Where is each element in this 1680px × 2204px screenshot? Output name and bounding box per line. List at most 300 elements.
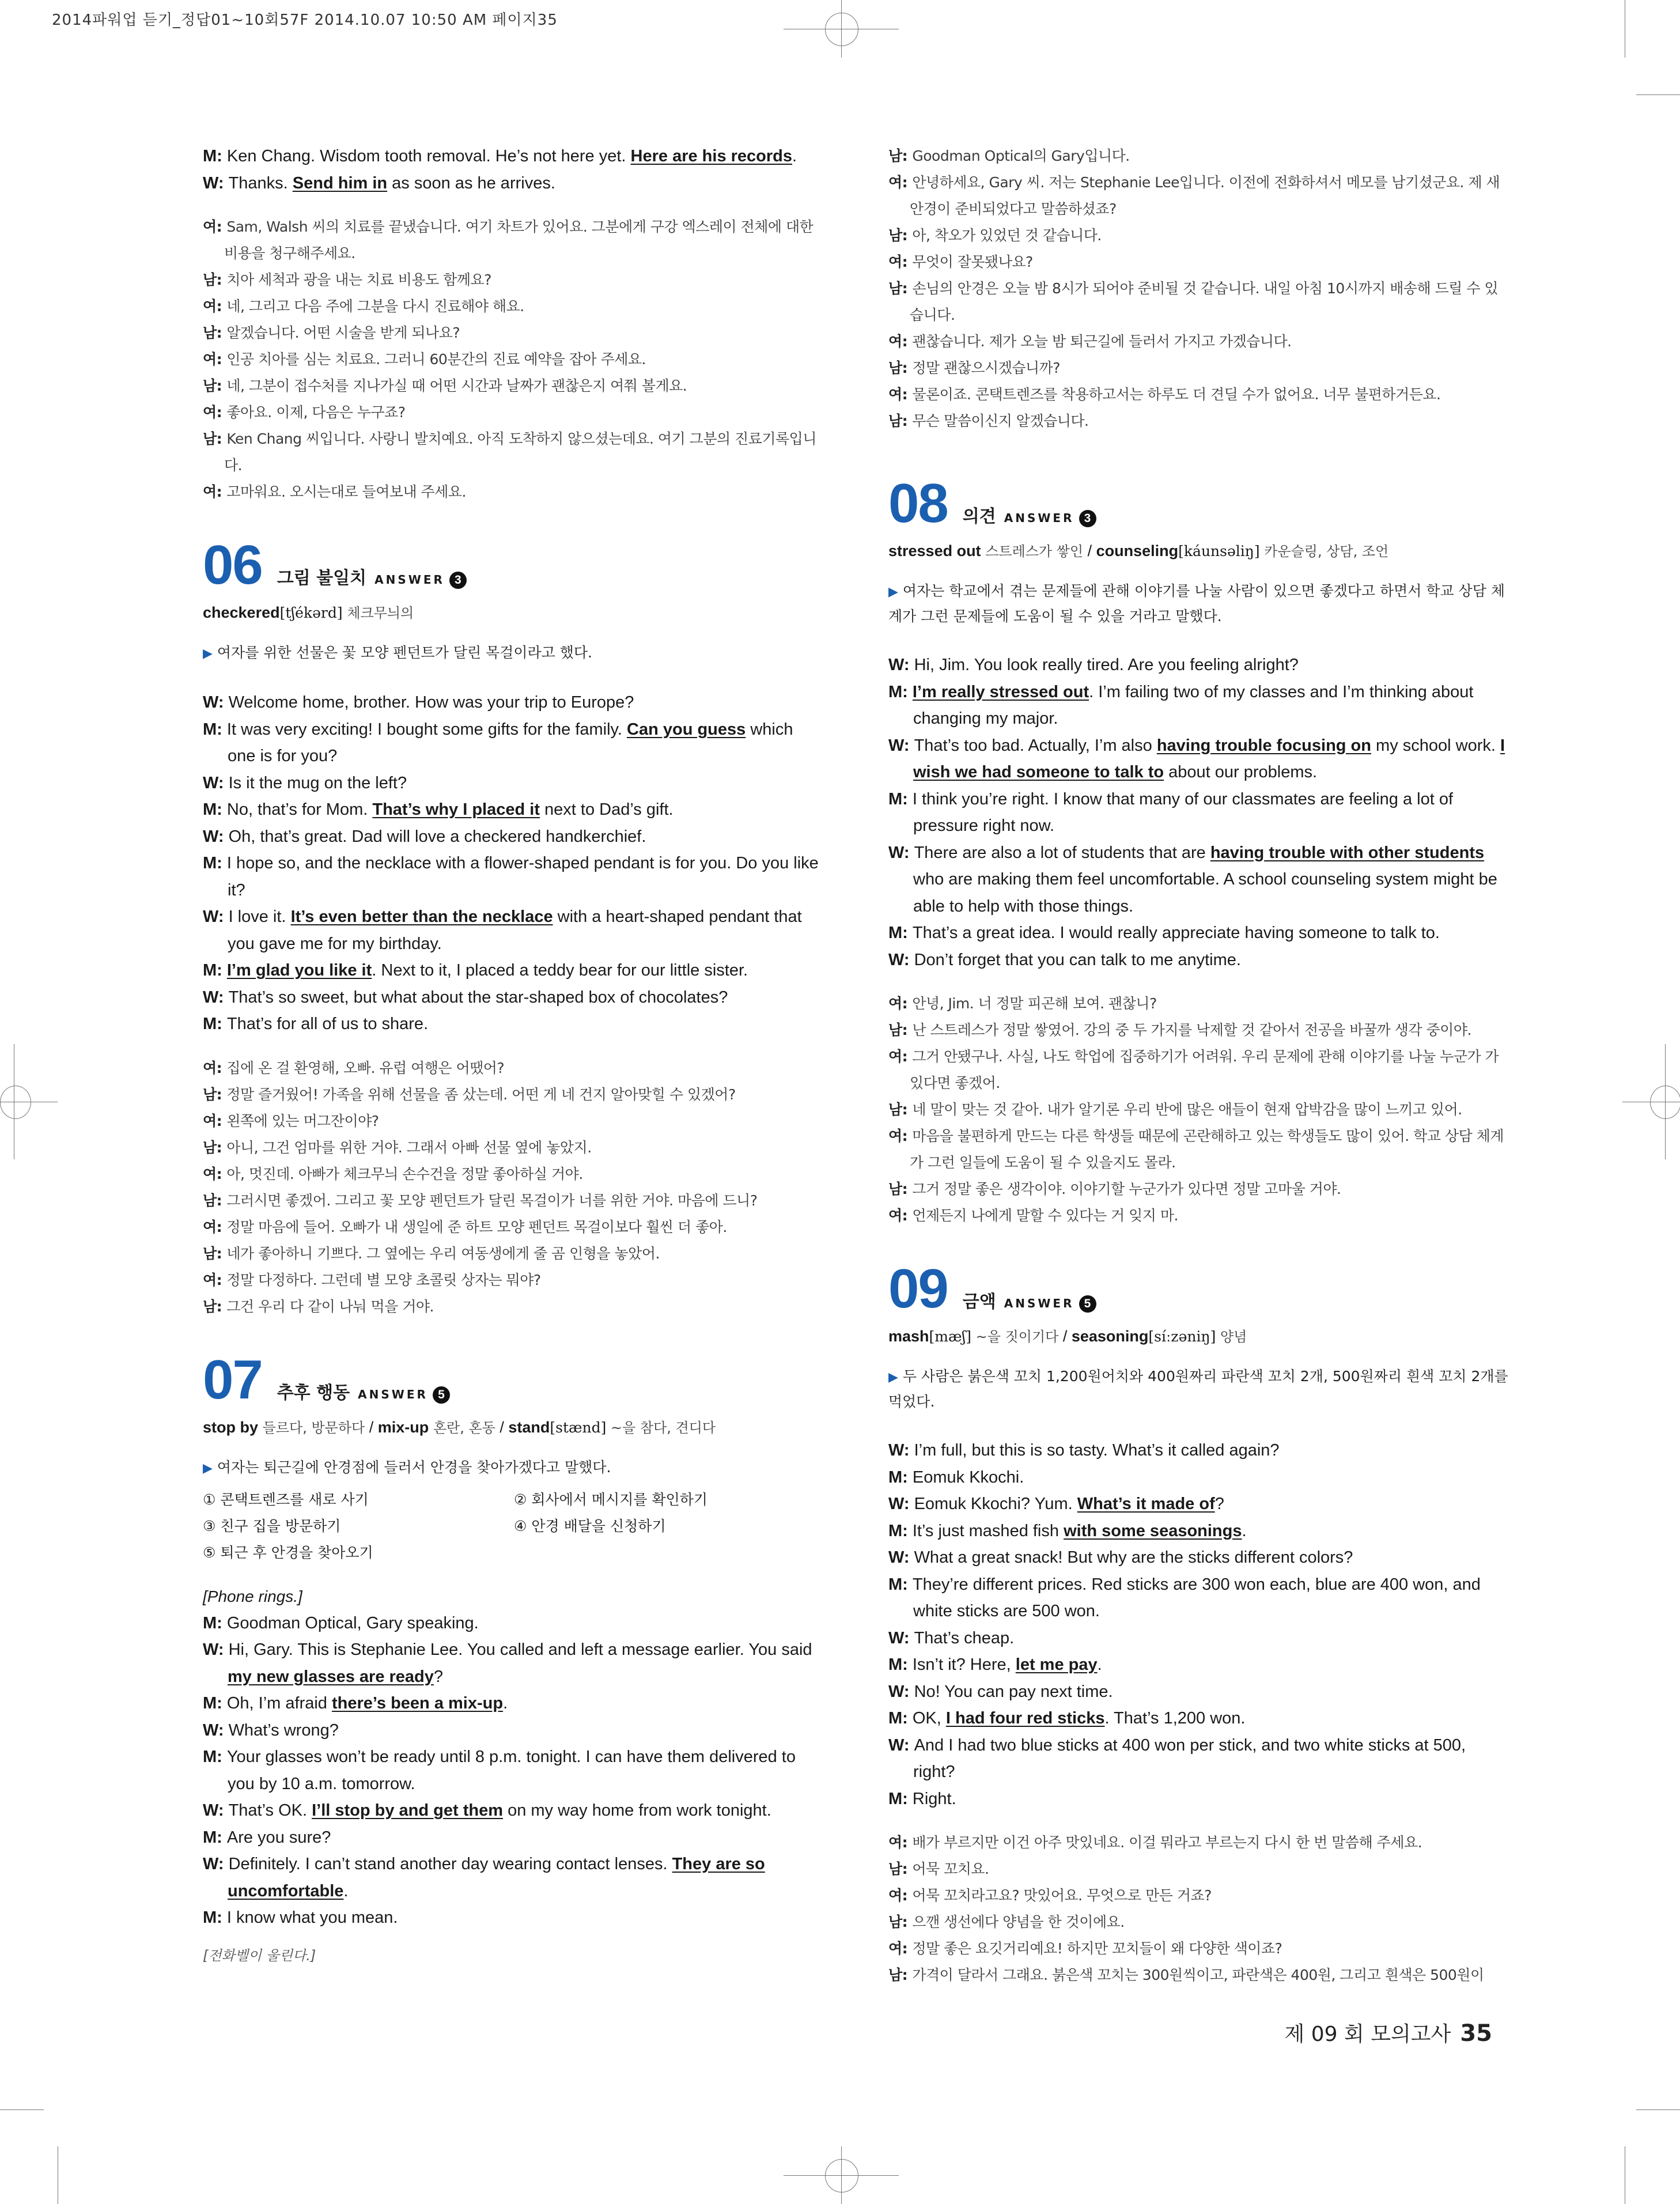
dialogue-line (888, 1437, 1509, 1464)
dialogue-line (888, 1705, 1509, 1732)
line-text: 그건 우리 다 같이 나눠 먹을 거야. (226, 1298, 434, 1315)
speaker-label: W: (203, 988, 229, 1007)
vocab-meaning: ~을 짓이기다 (971, 1329, 1059, 1345)
dialogue-line (203, 984, 822, 1011)
dialogue-line (888, 1518, 1509, 1545)
print-slug: 2014파워업 듣기_정답01~10회57F 2014.10.07 10:50 AM 페이지35 (52, 12, 558, 29)
line-text: 물론이죠. 콘택트렌즈를 착용하고서는 하루도 더 견딜 수가 없어요. 너무 불편하거든요. (912, 386, 1441, 403)
line-text: Your glasses won’t be ready until 8 p.m. tonight. I can have them delivered to you by 10 a.m. tomorrow. (226, 1748, 796, 1793)
key-phrase: Here are his records (630, 147, 793, 165)
dialogue-line (888, 1017, 1509, 1044)
answer-hint: ▶ 여자는 퇴근길에 안경점에 들러서 안경을 찾아가겠다고 말했다. (203, 1458, 611, 1476)
line-text: . I’m failing two of my classes and I’m thinking about changing my major. (913, 682, 1474, 728)
speaker-label: 여: (203, 404, 227, 421)
line-text: It’s just mashed fish (912, 1521, 1064, 1540)
line-text: 정말 마음에 들어. 오빠가 내 생일에 준 하트 모양 펜던트 목걸이보다 훨씬 더 좋아. (226, 1218, 727, 1235)
key-phrase: That’s why I placed it (372, 800, 540, 819)
line-text: No, that’s for Mom. (226, 800, 373, 819)
dialogue-line (203, 214, 822, 267)
speaker-label: W: (203, 1801, 229, 1820)
dialogue-line (203, 1161, 822, 1188)
speaker-label: 여: (203, 1059, 227, 1076)
dialogue-line (888, 1786, 1509, 1813)
speaker-label: 남: (888, 148, 913, 164)
key-phrase: I’ll stop by and get them (312, 1801, 504, 1820)
line-text: 안녕하세요, Gary 씨. 저는 Stephanie Lee입니다. 이전에 전화하셔서 메모를 남기셨군요. 제 새 안경이 준비되었다고 말씀하셨죠? (910, 174, 1500, 217)
line-text: Goodman Optical의 Gary입니다. (912, 148, 1130, 164)
dialogue-line (203, 1744, 822, 1797)
line-text: 네, 그분이 접수처를 지나가실 때 어떤 시간과 날짜가 괜찮은지 여쭤 볼게요. (226, 377, 687, 394)
answer-label: ANSWER (1004, 1296, 1074, 1310)
answer-badge: 3 (449, 572, 467, 589)
speaker-label: M: (888, 1521, 913, 1540)
page-footer (1285, 2018, 1492, 2047)
vocab-word: stop by (203, 1418, 259, 1436)
dialogue-line (203, 399, 822, 426)
speaker-label: 여: (888, 1940, 913, 1957)
line-text: Is it the mug on the left? (228, 773, 407, 792)
line-text: That’s cheap. (914, 1628, 1015, 1647)
key-phrase: having trouble with other students (1210, 843, 1485, 862)
speaker-label: 여: (203, 298, 227, 315)
speaker-label: 여: (203, 1271, 227, 1288)
speaker-label: M: (203, 147, 227, 165)
line-text: That’s so sweet, but what about the star-shaped box of chocolates? (228, 988, 728, 1007)
speaker-label: M: (203, 800, 227, 819)
speaker-label: M: (203, 854, 227, 872)
speaker-label: 남: (888, 1022, 913, 1038)
line-text: Welcome home, brother. How was your trip to Europe? (228, 693, 634, 712)
dialogue-line (203, 1241, 822, 1267)
dialogue-line (888, 1909, 1509, 1935)
line-text: That’s too bad. Actually, I’m also (914, 736, 1157, 755)
answer-label: ANSWER (358, 1387, 428, 1401)
dialogue-line (888, 169, 1509, 222)
triangle-icon: ▶ (203, 647, 213, 661)
line-text: . That’s 1,200 won. (1104, 1709, 1246, 1727)
dialogue-line (888, 652, 1509, 679)
dialogue-line (888, 1678, 1509, 1706)
q09-translation-ko (888, 1829, 1509, 1988)
speaker-label: M: (888, 1468, 913, 1487)
question-number: 07 (203, 1348, 262, 1411)
vocab-meaning: 혼란, 혼동 (429, 1419, 495, 1436)
vocab-word: checkered (203, 604, 280, 621)
dialogue-line (203, 479, 822, 505)
dialogue-line (203, 143, 822, 170)
speaker-label: M: (203, 1613, 227, 1632)
line-text: 배가 부르지만 이건 아주 맛있네요. 이걸 뭐라고 부르는지 다시 한 번 말씀해 주세요. (912, 1834, 1422, 1851)
dialogue-line (888, 1856, 1509, 1882)
line-text: who are making them feel uncomfortable. A school counseling system might be able to help with those things. (913, 870, 1497, 916)
speaker-label: M: (203, 1694, 227, 1712)
vocab-line (203, 1416, 822, 1439)
dialogue-line (888, 408, 1509, 434)
registration-mark (825, 2159, 858, 2192)
speaker-label: 남: (888, 1967, 913, 1983)
line-text: 언제든지 나에게 말할 수 있다는 거 잊지 마. (912, 1207, 1178, 1224)
question-number: 06 (203, 534, 262, 596)
dialogue-line (203, 320, 822, 346)
triangle-icon: ▶ (888, 585, 898, 599)
line-text: 인공 치아를 심는 치료요. 그러니 60분간의 진료 예약을 잡아 주세요. (226, 351, 646, 368)
vocab-meaning: 들르다, 방문하다 (258, 1419, 365, 1436)
speaker-label: 남: (203, 430, 227, 447)
speaker-label: 남: (888, 1101, 913, 1118)
question-08-header (888, 472, 1509, 534)
answer-badge: 3 (1079, 510, 1096, 527)
line-text: Don’t forget that you can talk to me anytime. (914, 950, 1241, 969)
line-text: Are you sure? (226, 1828, 331, 1847)
line-text: There are also a lot of students that are (914, 843, 1210, 862)
speaker-label: W: (203, 1855, 229, 1873)
line-text: ? (1214, 1495, 1224, 1513)
line-text: 아니, 그건 엄마를 위한 거야. 그래서 아빠 선물 옆에 놓았지. (226, 1139, 592, 1156)
line-text: Right. (912, 1789, 956, 1808)
line-text: Hi, Jim. You look really tired. Are you feeling alright? (914, 656, 1299, 674)
dialogue-line (203, 1011, 822, 1038)
line-text: Ken Chang 씨입니다. 사랑니 발치예요. 아직 도착하지 않으셨는데요. 여기 그분의 진료기록입니다. (224, 430, 816, 474)
speaker-label: 남: (203, 271, 227, 288)
speaker-label: 남: (203, 324, 227, 341)
right-column (888, 143, 1509, 1988)
separator: / (495, 1418, 509, 1436)
dialogue-line (203, 1108, 822, 1135)
line-text: 어묵 꼬치요. (912, 1861, 989, 1877)
vocab-word: stressed out (888, 542, 981, 559)
line-text: which one is for you? (228, 720, 793, 765)
line-text: 무슨 말씀이신지 알겠습니다. (912, 413, 1089, 429)
vocab-word: counseling (1096, 542, 1179, 559)
registration-mark (825, 13, 858, 46)
dialogue-line (888, 1571, 1509, 1625)
speaker-label: 여: (888, 995, 913, 1012)
line-text: 네가 좋아하니 기쁘다. 그 옆에는 우리 여동생에게 줄 곰 인형을 놓았어. (226, 1245, 660, 1262)
key-phrase: let me pay (1015, 1655, 1098, 1674)
line-text: Eomuk Kkochi. (912, 1468, 1024, 1487)
speaker-label: M: (203, 1015, 227, 1033)
line-text: 마음을 불편하게 만드는 다른 학생들 때문에 곤란해하고 있는 학생들도 많이 있어. 학교 상담 체계가 그런 일들에 도움이 될 수 있을지도 몰라. (910, 1128, 1504, 1171)
question-title: 그림 불일치 (277, 568, 367, 588)
dialogue-line (888, 275, 1509, 328)
line-text: my school work. (1371, 736, 1500, 755)
speaker-label: 여: (888, 1887, 913, 1904)
speaker-label: 여: (888, 174, 913, 191)
dialogue-line (888, 143, 1509, 169)
speaker-label: M: (203, 1748, 227, 1766)
dialogue-line (888, 840, 1509, 920)
speaker-label: 남: (203, 1086, 227, 1103)
speaker-label: 여: (203, 351, 227, 368)
choice-2: ② 회사에서 메시지를 확인하기 (514, 1491, 708, 1508)
dialogue-line (203, 850, 822, 903)
line-text: Thanks. (228, 173, 293, 192)
line-text: What’s wrong? (228, 1721, 339, 1740)
dialogue-line (888, 1203, 1509, 1229)
line-text: 손님의 안경은 오늘 밤 8시가 되어야 준비될 것 같습니다. 내일 아침 10시까지 배송해 드릴 수 있습니다. (910, 280, 1499, 323)
dialogue-line (203, 426, 822, 479)
speaker-label: W: (203, 1721, 229, 1740)
line-text: 네 말이 맞는 것 같아. 내가 알기론 우리 반에 많은 애들이 현재 압박감을 많이 느끼고 있어. (912, 1101, 1462, 1118)
vocab-pronunciation: [tʃékərd] (279, 604, 343, 621)
line-text: What a great snack! But why are the sticks different colors? (914, 1548, 1353, 1567)
speaker-label: M: (888, 682, 913, 701)
dialogue-line (203, 1851, 822, 1904)
speaker-label: W: (203, 827, 229, 846)
speaker-label: 여: (888, 1834, 913, 1851)
dialogue-line (203, 293, 822, 320)
key-phrase: my new glasses are ready (228, 1667, 434, 1686)
vocab-pronunciation: [káunsəliŋ] (1178, 543, 1260, 559)
speaker-label: W: (888, 1736, 914, 1755)
vocab-meaning: 양념 (1216, 1329, 1247, 1345)
vocab-line (888, 1325, 1509, 1348)
exam-label: 제 09 회 모의고사 (1284, 2022, 1451, 2046)
line-text: 그거 정말 좋은 생각이야. 이야기할 누군가가 있다면 정말 고마울 거야. (912, 1181, 1341, 1197)
question-06-header (203, 534, 822, 596)
line-text: I hope so, and the necklace with a flower-shaped pendant is for you. Do you like it? (226, 854, 819, 899)
line-text: 치아 세척과 광을 내는 치료 비용도 함께요? (226, 271, 491, 288)
speaker-label: M: (203, 961, 227, 980)
q09-transcript-en (888, 1437, 1509, 1812)
speaker-label: M: (888, 789, 913, 808)
speaker-label: W: (203, 773, 229, 792)
key-phrase: They are so uncomfortable (228, 1855, 765, 1900)
line-text: . (343, 1881, 349, 1900)
speaker-label: 남: (888, 227, 913, 244)
vocab-pronunciation: [mæʃ] (929, 1328, 972, 1345)
line-text: on my way home from work tonight. (503, 1801, 771, 1820)
dialogue-line (888, 920, 1509, 947)
choice-4: ④ 안경 배달을 신청하기 (514, 1517, 666, 1534)
choice-5: ⑤ 퇴근 후 안경을 찾아오기 (203, 1544, 373, 1561)
question-title: 금액 (962, 1292, 996, 1312)
speaker-label: 남: (888, 360, 913, 376)
line-text: That’s OK. (228, 1801, 312, 1820)
question-number: 09 (888, 1258, 948, 1320)
line-text: I know what you mean. (226, 1908, 398, 1927)
answer-label: ANSWER (1004, 511, 1074, 525)
speaker-label: M: (888, 924, 913, 942)
line-text: 그러시면 좋겠어. 그리고 꽃 모양 펜던트가 달린 목걸이가 너를 위한 거야. 마음에 드니? (226, 1192, 758, 1209)
intro-translation-ko (203, 214, 822, 505)
key-phrase: I wish we had someone to talk to (913, 736, 1505, 781)
speaker-label: 남: (888, 280, 913, 297)
dialogue-line (203, 1610, 822, 1637)
page-number: 35 (1460, 2020, 1492, 2047)
speaker-label: 여: (888, 1048, 913, 1065)
choice-1: ① 콘택트렌즈를 새로 사기 (203, 1491, 369, 1508)
dialogue-line (203, 170, 822, 197)
speaker-label: W: (203, 908, 229, 926)
stage-direction: [Phone rings.] (203, 1587, 302, 1605)
line-text: Oh, I’m afraid (226, 1694, 332, 1712)
vocab-word: seasoning (1071, 1328, 1149, 1345)
line-text: as soon as he arrives. (387, 173, 555, 192)
dialogue-line (203, 1267, 822, 1294)
line-text: Sam, Walsh 씨의 치료를 끝냈습니다. 여기 차트가 있어요. 그분에게 구강 엑스레이 전체에 대한 비용을 청구해주세요. (224, 218, 813, 262)
vocab-line (888, 539, 1509, 563)
vocab-word: mash (888, 1328, 929, 1345)
line-text: I think you’re right. I know that many of our classmates are feeling a lot of pressure right now. (912, 789, 1453, 835)
answer-choices (203, 1487, 822, 1566)
dialogue-line (203, 823, 822, 850)
key-phrase: Send him in (292, 173, 388, 192)
separator: / (1058, 1328, 1072, 1345)
dialogue-line (888, 947, 1509, 974)
line-text: 정말 즐거웠어! 가족을 위해 선물을 좀 샀는데. 어떤 게 네 건지 알아맞힐 수 있겠어? (226, 1086, 736, 1103)
dialogue-line (203, 1797, 822, 1824)
line-text: 집에 온 걸 환영해, 오빠. 유럽 여행은 어땠어? (226, 1059, 505, 1076)
separator: / (1083, 542, 1096, 559)
key-phrase: having trouble focusing on (1156, 736, 1371, 755)
line-text: about our problems. (1164, 763, 1318, 781)
speaker-label: 여: (888, 386, 913, 403)
dialogue-line (203, 373, 822, 399)
dialogue-line (888, 1882, 1509, 1909)
key-phrase: I’m really stressed out (912, 682, 1089, 701)
dialogue-line (203, 1690, 822, 1717)
dialogue-line (888, 355, 1509, 381)
speaker-label: W: (888, 736, 914, 755)
speaker-label: 남: (203, 1139, 227, 1156)
answer-label: ANSWER (374, 573, 445, 587)
vocab-pronunciation: [síːzəniŋ] (1148, 1328, 1216, 1345)
line-text: 정말 다정하다. 그런데 별 모양 초콜릿 상자는 뭐야? (226, 1271, 541, 1288)
speaker-label: 여: (888, 333, 913, 350)
left-column (203, 143, 822, 1967)
dialogue-line (203, 1214, 822, 1241)
dialogue-line (888, 1044, 1509, 1097)
speaker-label: 남: (203, 1245, 227, 1262)
line-text: OK, (912, 1709, 946, 1727)
speaker-label: 여: (203, 1112, 227, 1129)
intro-transcript-en (203, 143, 822, 196)
line-text: 왼쪽에 있는 머그잔이야? (226, 1112, 379, 1129)
line-text: . (503, 1694, 508, 1712)
q06-translation-ko (203, 1055, 822, 1320)
speaker-label: W: (203, 693, 229, 712)
dialogue-line (203, 770, 822, 797)
q06-transcript-en (203, 689, 822, 1038)
line-text: 으깬 생선에다 양념을 한 것이에요. (912, 1914, 1125, 1930)
line-text: 괜찮습니다. 제가 오늘 밤 퇴근길에 들러서 가지고 가겠습니다. (912, 333, 1292, 350)
line-text: 어묵 꼬치라고요? 맛있어요. 무엇으로 만든 거죠? (912, 1887, 1212, 1904)
speaker-label: M: (888, 1789, 913, 1808)
dialogue-line (203, 1188, 822, 1214)
answer-badge: 5 (433, 1386, 450, 1404)
answer-hint: ▶ 여자는 학교에서 겪는 문제들에 관해 이야기를 나눌 사람이 있으면 좋겠다고 하면서 학교 상담 체계가 그런 문제들에 도움이 될 수 있을 거라고 말했다. (888, 583, 1505, 625)
line-text: . Next to it, I placed a teddy bear for our little sister. (372, 961, 748, 980)
dialogue-line (888, 1829, 1509, 1856)
line-text: 그거 안됐구나. 사실, 나도 학업에 집중하기가 어려워. 우리 문제에 관해 이야기를 나눌 누군가 가 있다면 좋겠어. (910, 1048, 1499, 1091)
speaker-label: M: (203, 720, 227, 739)
speaker-label: M: (888, 1655, 913, 1674)
line-text: 아, 착오가 있었던 것 같습니다. (912, 227, 1102, 244)
speaker-label: M: (888, 1709, 913, 1727)
line-text: ? (433, 1667, 444, 1686)
speaker-label: 여: (203, 483, 227, 500)
speaker-label: M: (203, 1828, 227, 1847)
line-text: 네, 그리고 다음 주에 그분을 다시 진료해야 해요. (226, 298, 524, 315)
line-text: Hi, Gary. This is Stephanie Lee. You called and left a message earlier. You said (228, 1640, 812, 1659)
dialogue-line (888, 1123, 1509, 1176)
speaker-label: 여: (888, 1207, 913, 1224)
q08-transcript-en (888, 652, 1509, 973)
line-text: next to Dad’s gift. (539, 800, 673, 819)
line-text: It was very exciting! I bought some gifts for the family. (226, 720, 627, 739)
line-text: Eomuk Kkochi? Yum. (914, 1495, 1077, 1513)
line-text: Goodman Optical, Gary speaking. (226, 1613, 479, 1632)
speaker-label: W: (888, 1548, 914, 1567)
speaker-label: 여: (203, 1218, 227, 1235)
dialogue-line (888, 1651, 1509, 1678)
dialogue-line (203, 1824, 822, 1851)
vocab-word: stand (508, 1418, 550, 1436)
stage-direction-ko: [전화벨이 울린다.] (203, 1947, 316, 1964)
dialogue-line (203, 267, 822, 293)
key-phrase: I’m glad you like it (226, 961, 372, 980)
speaker-label: 남: (203, 1298, 227, 1315)
dialogue-line (203, 346, 822, 373)
dialogue-line (888, 1176, 1509, 1203)
line-text: That’s a great idea. I would really appreciate having someone to talk to. (912, 924, 1440, 942)
question-number: 08 (888, 472, 948, 534)
dialogue-line (888, 381, 1509, 408)
dialogue-line (203, 1717, 822, 1744)
triangle-icon: ▶ (203, 1461, 213, 1476)
speaker-label: W: (888, 1682, 914, 1701)
dialogue-line (203, 1294, 822, 1320)
dialogue-line (888, 249, 1509, 275)
line-text: 아, 멋진데. 아빠가 체크무늬 손수건을 정말 좋아하실 거야. (226, 1165, 583, 1182)
dialogue-line (888, 732, 1509, 786)
line-text: And I had two blue sticks at 400 won per stick, and two white sticks at 500, right? (913, 1736, 1466, 1781)
line-text: They’re different prices. Red sticks are 300 won each, blue are 400 won, and white sticks are 500 won. (912, 1575, 1481, 1620)
speaker-label: W: (888, 656, 914, 674)
choice-3: ③ 친구 집을 방문하기 (203, 1517, 341, 1534)
line-text: 정말 괜찮으시겠습니까? (912, 360, 1061, 376)
line-text: 정말 좋은 요깃거리예요! 하지만 꼬치들이 왜 다양한 색이죠? (912, 1940, 1282, 1957)
registration-mark (0, 1086, 31, 1119)
question-title: 의견 (962, 506, 996, 527)
key-phrase: What’s it made of (1077, 1495, 1215, 1513)
vocab-meaning: 체크무늬의 (342, 605, 414, 621)
line-text: 가격이 달라서 그래요. 붉은색 꼬치는 300원씩이고, 파란색은 400원, 그리고 흰색은 500원이 (912, 1967, 1484, 1983)
registration-mark (1650, 1086, 1680, 1119)
speaker-label: W: (888, 843, 914, 862)
dialogue-line (888, 991, 1509, 1017)
dialogue-line (888, 328, 1509, 355)
dialogue-line (203, 1135, 822, 1161)
line-text: . (792, 147, 797, 165)
dialogue-line (888, 1962, 1509, 1988)
speaker-label: 남: (888, 1181, 913, 1197)
speaker-label: W: (203, 1640, 229, 1659)
dialogue-line (203, 689, 822, 716)
line-text: 좋아요. 이제, 다음은 누구죠? (226, 404, 406, 421)
question-09-header (888, 1258, 1509, 1320)
dialogue-line (203, 1082, 822, 1108)
speaker-label: 여: (203, 218, 227, 235)
vocab-line (203, 601, 822, 625)
vocab-pronunciation: [stænd] (550, 1419, 607, 1436)
crop-mark (1636, 94, 1680, 95)
dialogue-line (203, 1055, 822, 1082)
dialogue-line (888, 1464, 1509, 1491)
speaker-label: 남: (888, 1861, 913, 1877)
speaker-label: W: (203, 173, 229, 192)
